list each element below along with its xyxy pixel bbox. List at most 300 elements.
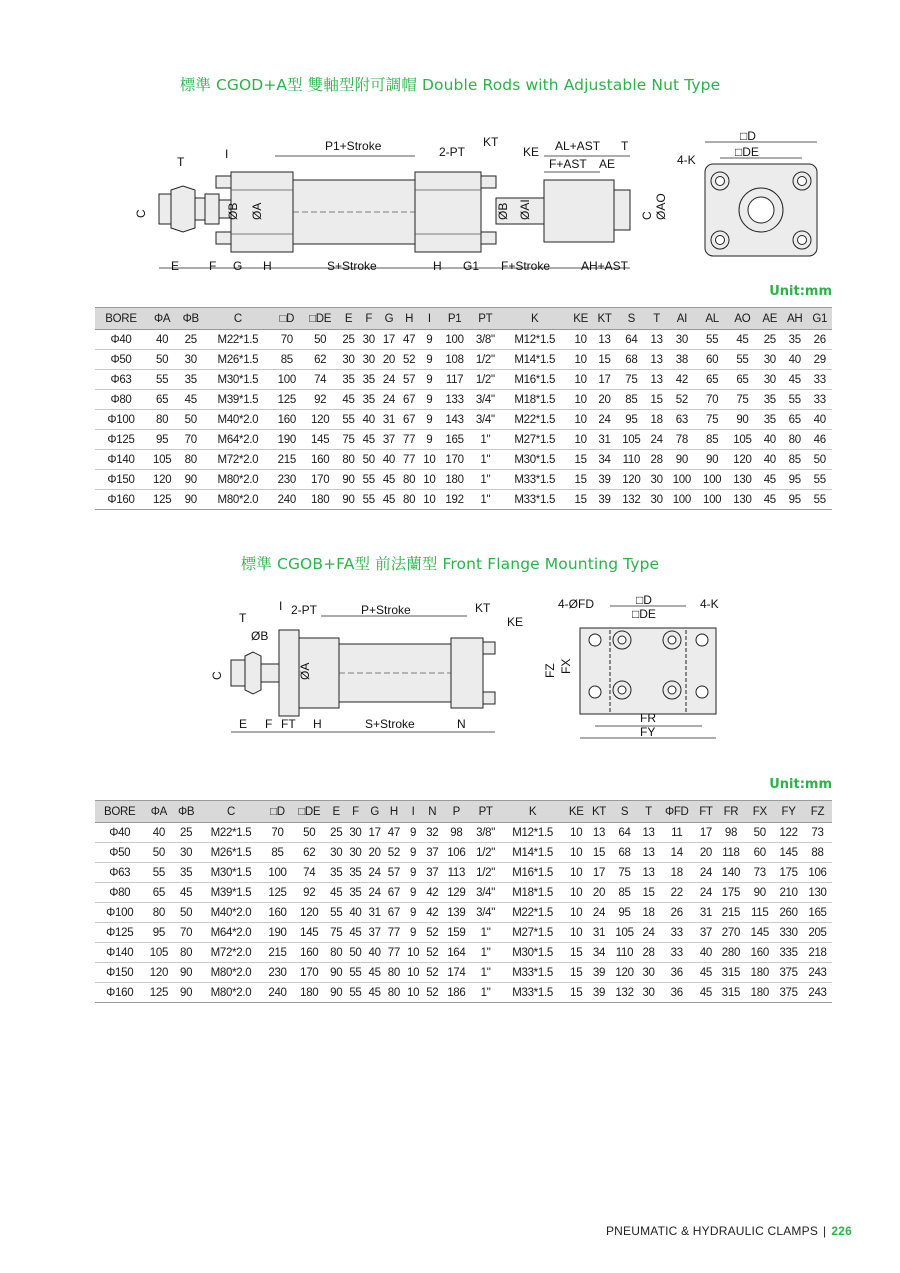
table-cell: 33 (807, 390, 832, 410)
table-cell: Φ40 (95, 330, 147, 350)
table-cell: 35 (173, 863, 199, 883)
table-cell: 13 (639, 823, 658, 843)
table-cell: 100 (667, 470, 697, 490)
column-header: ΦB (173, 801, 199, 823)
table-cell: Φ160 (95, 490, 147, 510)
table-cell: 45 (173, 883, 199, 903)
table-cell: 40 (144, 823, 173, 843)
table-cell: 10 (565, 823, 588, 843)
table-cell: 145 (745, 923, 774, 943)
table-cell: 315 (717, 983, 746, 1003)
table-cell: 40 (346, 903, 365, 923)
table-cell: 3/8" (470, 330, 501, 350)
table-cell: 52 (423, 923, 442, 943)
table-cell: 28 (646, 450, 666, 470)
column-header: G1 (807, 308, 832, 330)
section1-side-view-diagram (125, 128, 670, 276)
table-cell: 30 (758, 350, 782, 370)
column-header: □DE (302, 308, 338, 330)
table-cell: 9 (419, 430, 439, 450)
table-cell: 75 (616, 370, 646, 390)
table-cell: 105 (610, 923, 639, 943)
table-cell: 100 (263, 863, 292, 883)
table-cell: 230 (272, 470, 302, 490)
table-cell: 30 (346, 843, 365, 863)
table-cell: 80 (399, 490, 419, 510)
table-cell: 215 (263, 943, 292, 963)
table-cell: 45 (327, 883, 346, 903)
svg-text:H: H (313, 717, 322, 731)
table-cell: 15 (565, 943, 588, 963)
table-cell: 90 (697, 450, 727, 470)
table-cell: 50 (177, 410, 204, 430)
column-header: I (419, 308, 439, 330)
table-cell: 29 (807, 350, 832, 370)
table-cell: 55 (727, 350, 757, 370)
table-cell: 130 (727, 490, 757, 510)
table-cell: 25 (338, 330, 358, 350)
table-cell: 50 (144, 843, 173, 863)
column-header: AH (782, 308, 807, 330)
table-cell: 9 (403, 903, 422, 923)
table-cell: 10 (419, 450, 439, 470)
table-cell: 70 (697, 390, 727, 410)
table-cell: 60 (697, 350, 727, 370)
table-cell: 210 (774, 883, 803, 903)
table-cell: 45 (695, 963, 716, 983)
table-cell: Φ63 (95, 863, 144, 883)
table-cell: 24 (379, 370, 399, 390)
table-cell: 90 (177, 470, 204, 490)
table-cell: M33*1.5 (500, 963, 564, 983)
table-cell: 30 (346, 823, 365, 843)
table-cell: 67 (384, 883, 403, 903)
table-cell: 90 (173, 983, 199, 1003)
table-cell: 24 (646, 430, 666, 450)
table-cell: 73 (803, 823, 832, 843)
table-cell: 55 (327, 903, 346, 923)
table-cell: 40 (359, 410, 379, 430)
table-cell: 1/2" (471, 843, 501, 863)
table-cell: 100 (697, 470, 727, 490)
table-cell: 160 (292, 943, 327, 963)
svg-text:ØB: ØB (496, 202, 510, 220)
table-cell: 65 (147, 390, 177, 410)
table-cell: 1" (470, 430, 501, 450)
table-cell: 270 (717, 923, 746, 943)
table-cell: Φ100 (95, 903, 144, 923)
table-cell: 98 (442, 823, 471, 843)
table-cell: 35 (327, 863, 346, 883)
table-cell: Φ50 (95, 843, 144, 863)
table-cell: 335 (774, 943, 803, 963)
column-header: P (442, 801, 471, 823)
table-cell: 24 (639, 923, 658, 943)
table-cell: 30 (173, 843, 199, 863)
svg-text:H: H (263, 259, 272, 273)
table-header-row (95, 801, 832, 823)
table-cell: 20 (593, 390, 616, 410)
column-header: G (379, 308, 399, 330)
table-cell: M16*1.5 (501, 370, 568, 390)
column-header: □DE (292, 801, 327, 823)
table-cell: 13 (639, 863, 658, 883)
table-cell: 218 (803, 943, 832, 963)
table-row (95, 350, 832, 370)
table-cell: 159 (442, 923, 471, 943)
table-cell: 10 (568, 370, 592, 390)
column-header: E (338, 308, 358, 330)
table-cell: 120 (616, 470, 646, 490)
table-cell: 45 (379, 470, 399, 490)
table-cell: 70 (263, 823, 292, 843)
table-cell: 24 (695, 883, 716, 903)
table-cell: 92 (292, 883, 327, 903)
table-cell: 60 (745, 843, 774, 863)
table-cell: 55 (338, 410, 358, 430)
table-cell: 57 (384, 863, 403, 883)
table-cell: 40 (365, 943, 384, 963)
table-cell: 180 (302, 490, 338, 510)
column-header: ΦA (147, 308, 177, 330)
table-cell: 30 (639, 963, 658, 983)
table-cell: 10 (565, 923, 588, 943)
table-cell: 31 (365, 903, 384, 923)
table-cell: 37 (365, 923, 384, 943)
table-cell: 85 (697, 430, 727, 450)
page-footer (606, 1224, 852, 1238)
table-cell: 25 (758, 330, 782, 350)
table-row (95, 450, 832, 470)
table-cell: 108 (439, 350, 469, 370)
table-row (95, 963, 832, 983)
table-cell: 139 (442, 903, 471, 923)
table-cell: 105 (144, 943, 173, 963)
table-cell: 120 (144, 963, 173, 983)
table-cell: 120 (292, 903, 327, 923)
table-cell: 240 (263, 983, 292, 1003)
column-header: ΦFD (658, 801, 695, 823)
column-header: FY (774, 801, 803, 823)
table-cell: M40*2.0 (199, 903, 263, 923)
svg-text:F: F (209, 259, 217, 273)
table-cell: 75 (338, 430, 358, 450)
table-cell: 40 (695, 943, 716, 963)
table-cell: 9 (403, 843, 422, 863)
svg-text:□D: □D (740, 129, 756, 143)
column-header: E (327, 801, 346, 823)
table-cell: 47 (399, 330, 419, 350)
table-cell: 39 (593, 470, 616, 490)
table-cell: 30 (646, 470, 666, 490)
table-cell: 50 (147, 350, 177, 370)
table-cell: 132 (610, 983, 639, 1003)
table-cell: 215 (272, 450, 302, 470)
table-row (95, 470, 832, 490)
table-cell: 110 (610, 943, 639, 963)
table-cell: 50 (173, 903, 199, 923)
table-cell: 164 (442, 943, 471, 963)
table-cell: 50 (346, 943, 365, 963)
table-cell: 90 (327, 983, 346, 1003)
table-cell: 78 (667, 430, 697, 450)
table-cell: 31 (588, 923, 610, 943)
table-cell: 46 (807, 430, 832, 450)
svg-text:FR: FR (640, 711, 656, 725)
table-cell: 40 (147, 330, 177, 350)
table-cell: 10 (403, 943, 422, 963)
svg-text:2-PT: 2-PT (291, 603, 318, 617)
svg-text:□DE: □DE (735, 145, 759, 159)
table-cell: 205 (803, 923, 832, 943)
table-cell: 170 (439, 450, 469, 470)
table-cell: 45 (359, 430, 379, 450)
table-cell: 95 (610, 903, 639, 923)
table-cell: 80 (177, 450, 204, 470)
table-cell: 15 (568, 450, 592, 470)
table-cell: 3/4" (470, 410, 501, 430)
column-header: ΦA (144, 801, 173, 823)
table-cell: 42 (667, 370, 697, 390)
table-row (95, 410, 832, 430)
table-cell: Φ80 (95, 390, 147, 410)
table-cell: 17 (365, 823, 384, 843)
table-cell: 98 (717, 823, 746, 843)
column-header: N (423, 801, 442, 823)
table-cell: 1/2" (470, 350, 501, 370)
table-cell: 175 (774, 863, 803, 883)
table-cell: 10 (419, 470, 439, 490)
table-cell: 37 (423, 863, 442, 883)
table-cell: 9 (403, 863, 422, 883)
table-cell: 55 (144, 863, 173, 883)
table-cell: Φ100 (95, 410, 147, 430)
svg-text:FT: FT (281, 717, 296, 731)
table-cell: 14 (658, 843, 695, 863)
table-cell: 30 (327, 843, 346, 863)
table-row (95, 903, 832, 923)
table-cell: 13 (646, 330, 666, 350)
table-cell: M80*2.0 (199, 983, 263, 1003)
table-cell: 67 (384, 903, 403, 923)
table-cell: 55 (346, 963, 365, 983)
table-cell: 30 (667, 330, 697, 350)
table-cell: 15 (593, 350, 616, 370)
column-header: BORE (95, 801, 144, 823)
table-cell: 77 (399, 430, 419, 450)
table-cell: 1" (471, 923, 501, 943)
table-cell: 10 (419, 490, 439, 510)
table-cell: 90 (338, 470, 358, 490)
table-cell: 132 (616, 490, 646, 510)
table-cell: Φ80 (95, 883, 144, 903)
table-cell: 68 (610, 843, 639, 863)
table-cell: 40 (782, 350, 807, 370)
table-cell: 55 (359, 470, 379, 490)
table-cell: 73 (745, 863, 774, 883)
svg-text:C: C (640, 211, 654, 220)
table-cell: 31 (593, 430, 616, 450)
svg-text:P+Stroke: P+Stroke (361, 603, 411, 617)
table-cell: 45 (338, 390, 358, 410)
table-cell: 10 (565, 863, 588, 883)
table-cell: M18*1.5 (501, 390, 568, 410)
svg-text:FY: FY (640, 725, 656, 739)
table-cell: 35 (177, 370, 204, 390)
table-cell: 35 (758, 410, 782, 430)
table-cell: 50 (745, 823, 774, 843)
svg-text:ØB: ØB (226, 202, 240, 220)
table-cell: 80 (327, 943, 346, 963)
table-row (95, 923, 832, 943)
table-cell: M30*1.5 (500, 943, 564, 963)
table-cell: 90 (327, 963, 346, 983)
table-cell: M22*1.5 (500, 903, 564, 923)
table-cell: 170 (302, 470, 338, 490)
svg-text:4-K: 4-K (677, 153, 696, 167)
table-cell: 125 (147, 490, 177, 510)
svg-text:KE: KE (523, 145, 540, 159)
table-cell: 55 (782, 390, 807, 410)
table-cell: 10 (403, 983, 422, 1003)
column-header: KT (588, 801, 610, 823)
section1-title: 標準 CGOD+A型 雙軸型附可調帽 Double Rods with Adjustable Nut Type (179, 76, 721, 94)
table-row (95, 370, 832, 390)
table-cell: 95 (144, 923, 173, 943)
table-cell: 15 (568, 470, 592, 490)
table-cell: 38 (667, 350, 697, 370)
table-cell: 80 (384, 963, 403, 983)
table-cell: 40 (758, 430, 782, 450)
table-cell: 55 (359, 490, 379, 510)
table-cell: 85 (782, 450, 807, 470)
svg-text:KT: KT (483, 135, 499, 149)
table-cell: 75 (697, 410, 727, 430)
table-cell: 24 (379, 390, 399, 410)
table-cell: M72*2.0 (199, 943, 263, 963)
svg-text:ØAI: ØAI (518, 199, 532, 220)
table-cell: 75 (727, 390, 757, 410)
table-cell: 3/4" (471, 903, 501, 923)
svg-text:KE: KE (507, 615, 524, 629)
table-cell: 62 (302, 350, 338, 370)
column-header: S (610, 801, 639, 823)
table-cell: 180 (439, 470, 469, 490)
svg-text:G1: G1 (463, 259, 480, 273)
table-cell: M22*1.5 (199, 823, 263, 843)
table-cell: 52 (423, 983, 442, 1003)
table-cell: 100 (439, 330, 469, 350)
table-cell: 24 (365, 863, 384, 883)
table-cell: Φ150 (95, 963, 144, 983)
table-cell: 75 (610, 863, 639, 883)
table-cell: 85 (272, 350, 302, 370)
table-cell: 90 (727, 410, 757, 430)
table-cell: M27*1.5 (501, 430, 568, 450)
table-cell: 63 (667, 410, 697, 430)
svg-text:T: T (177, 155, 185, 169)
table-cell: 64 (610, 823, 639, 843)
table-cell: M26*1.5 (204, 350, 271, 370)
section2-side-view-diagram (195, 598, 535, 738)
table-cell: 30 (639, 983, 658, 1003)
table-cell: M30*1.5 (501, 450, 568, 470)
section2-title: 標準 CGOB+FA型 前法蘭型 Front Flange Mounting Type (240, 555, 660, 573)
table-cell: 85 (616, 390, 646, 410)
table-cell: 240 (272, 490, 302, 510)
table-cell: 33 (658, 943, 695, 963)
table-cell: 1" (471, 963, 501, 983)
table-cell: 90 (745, 883, 774, 903)
table-cell: 20 (695, 843, 716, 863)
table-cell: 13 (588, 823, 610, 843)
table-cell: 35 (346, 863, 365, 883)
table-cell: 17 (379, 330, 399, 350)
svg-text:F: F (265, 717, 273, 731)
table-cell: 52 (384, 843, 403, 863)
table-row (95, 943, 832, 963)
table-cell: 95 (782, 490, 807, 510)
column-header: G (365, 801, 384, 823)
column-header: □D (263, 801, 292, 823)
table-cell: 77 (399, 450, 419, 470)
table-cell: 120 (727, 450, 757, 470)
table-cell: 117 (439, 370, 469, 390)
table-cell: 230 (263, 963, 292, 983)
column-header: FX (745, 801, 774, 823)
table-cell: 45 (782, 370, 807, 390)
table-cell: 85 (610, 883, 639, 903)
table-cell: 42 (423, 883, 442, 903)
table-row (95, 490, 832, 510)
table-cell: M80*2.0 (199, 963, 263, 983)
svg-text:C: C (134, 209, 148, 218)
section1-spec-table (95, 307, 832, 510)
svg-text:AH+AST: AH+AST (581, 259, 629, 273)
svg-text:F+Stroke: F+Stroke (501, 259, 551, 273)
table-cell: 10 (568, 390, 592, 410)
svg-text:□DE: □DE (632, 607, 656, 621)
column-header: AO (727, 308, 757, 330)
svg-text:I: I (225, 147, 229, 161)
column-header: K (501, 308, 568, 330)
table-cell: 52 (423, 943, 442, 963)
table-cell: 15 (568, 490, 592, 510)
column-header: FR (717, 801, 746, 823)
svg-text:T: T (621, 139, 629, 153)
table-cell: M80*2.0 (204, 490, 271, 510)
table-cell: 95 (616, 410, 646, 430)
table-cell: 13 (646, 350, 666, 370)
table-cell: 17 (593, 370, 616, 390)
svg-text:2-PT: 2-PT (439, 145, 466, 159)
table-cell: 11 (658, 823, 695, 843)
table-cell: 50 (292, 823, 327, 843)
table-cell: 1" (470, 490, 501, 510)
table-cell: 45 (177, 390, 204, 410)
table-cell: M12*1.5 (500, 823, 564, 843)
table-cell: 18 (658, 863, 695, 883)
table-cell: 180 (745, 983, 774, 1003)
column-header: □D (272, 308, 302, 330)
table-cell: 52 (399, 350, 419, 370)
table-cell: 145 (292, 923, 327, 943)
table-cell: 192 (439, 490, 469, 510)
table-cell: M33*1.5 (500, 983, 564, 1003)
table-cell: 315 (717, 963, 746, 983)
table-cell: M33*1.5 (501, 490, 568, 510)
table-header-row (95, 308, 832, 330)
